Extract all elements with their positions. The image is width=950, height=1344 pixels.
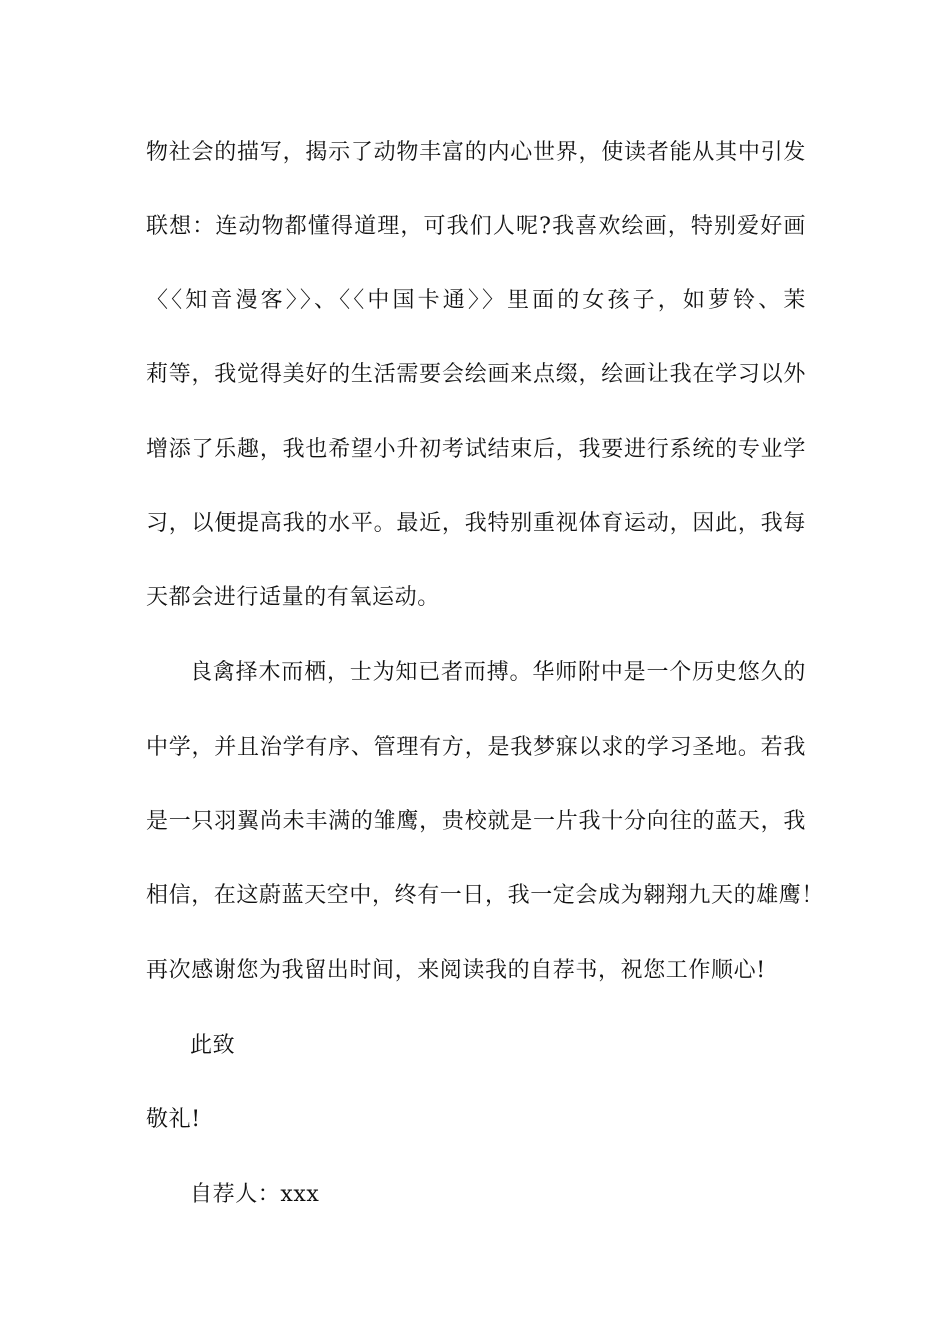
text-line: 中学，并且治学有序、管理有方，是我梦寐以求的学习圣地。若我 [146, 735, 806, 760]
text-line: 联想：连动物都懂得道理，可我们人呢?我喜欢绘画，特别爱好画 [146, 214, 806, 239]
text-line: 增添了乐趣，我也希望小升初考试结束后，我要进行系统的专业学 [146, 437, 806, 462]
text-line: 习，以便提高我的水平。最近，我特别重视体育运动，因此，我每 [146, 511, 806, 536]
signature: 自荐人：xxx [190, 1182, 320, 1207]
text-line: 再次感谢您为我留出时间，来阅读我的自荐书，祝您工作顺心! [146, 958, 766, 983]
text-line: 莉等，我觉得美好的生活需要会绘画来点缀，绘画让我在学习以外 [146, 362, 806, 387]
text-line: 良禽择木而栖，士为知已者而搏。华师附中是一个历史悠久的 [190, 660, 806, 685]
closing-salutation: 此致 [190, 1033, 236, 1058]
text-line: 天都会进行适量的有氧运动。 [146, 585, 440, 610]
closing-regards: 敬礼! [146, 1107, 201, 1132]
text-line: 〈〈知音漫客〉〉、〈〈中国卡通〉〉里面的女孩子，如萝铃、茉 [146, 288, 806, 313]
text-line: 物社会的描写，揭示了动物丰富的内心世界，使读者能从其中引发 [146, 140, 806, 165]
text-line: 相信，在这蔚蓝天空中，终有一日，我一定会成为翱翔九天的雄鹰！ [146, 883, 825, 908]
text-line: 是一只羽翼尚未丰满的雏鹰，贵校就是一片我十分向往的蓝天，我 [146, 809, 806, 834]
